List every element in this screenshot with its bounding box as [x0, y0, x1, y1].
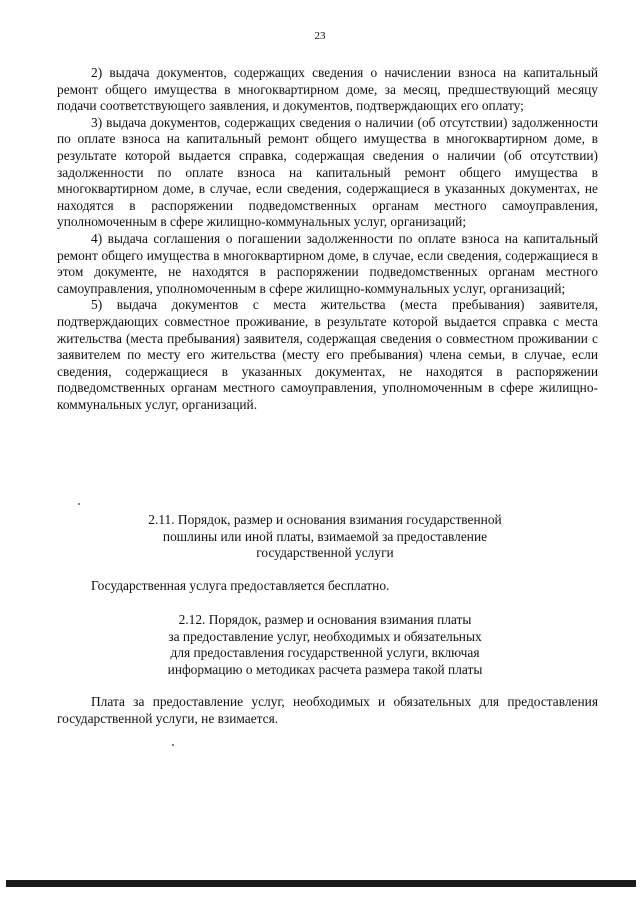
heading-line: государственной услуги — [256, 545, 394, 561]
heading-line: пошлины или иной платы, взимаемой за предоставление — [162, 528, 488, 544]
list-item-3: 3) выдача документов, содержащих сведения о наличии (об отсутствии) задолженности по оплате взноса на капитальный ремонт общего имущества в многоквартирном доме, в результате которой выдается справка, содержащая сведения о наличии (об отсутствии) задолженности по оплате взноса на капитальный ремонт общего имущества в многоквартирном доме, в случае, если сведения, содержащиеся в указанных документах, не находятся в распоряжении подведомственных органам местного самоуправления, уполномоченным в сфере жилищно-коммунальных услуг, организаций; — [57, 114, 598, 230]
section-2-12-heading — [110, 612, 540, 678]
page-number: 23 — [314, 30, 326, 42]
section-2-11-body — [57, 578, 598, 595]
heading-line: 2.11. Порядок, размер и основания взимания государственной — [148, 512, 502, 527]
section-2-11-heading — [110, 512, 540, 562]
free-service-text: Государственная услуга предоставляется бесплатно. — [91, 578, 390, 593]
scan-edge-bar — [6, 880, 636, 887]
heading-line: для предоставления государственной услуги, включая — [170, 645, 480, 661]
scan-speck — [172, 744, 174, 746]
list-item-2: 2) выдача документов, содержащих сведения о начислении взноса на капитальный ремонт общего имущества в многоквартирном доме, за месяц, предшествующий месяцу подачи соответствующего заявления, и документов, подтверждающих его оплату; — [57, 65, 598, 114]
heading-line: информацию о методиках расчета размера такой платы — [167, 661, 483, 677]
heading-line: 2.12. Порядок, размер и основания взимания платы — [178, 612, 472, 627]
scan-speck — [78, 503, 80, 505]
section-2-12-body — [57, 694, 598, 727]
fee-not-charged-text: Плата за предоставление услуг, необходимых и обязательных для предоставления государственной услуги, не взимается. — [57, 694, 598, 726]
list-item-5: 5) выдача документов с места жительства (места пребывания) заявителя, подтверждающих совместное проживание, в результате которой выдается справка с места жительства (места пребывания) заявителя, содержащая сведения о совместном проживании с заявителем по месту его жительства (месту его пребывания) члена семьи, в случае, если сведения, содержащиеся в указанных документах, не находятся в распоряжении подведомственных органам местного самоуправления, уполномоченным в сфере жилищно-коммунальных услуг, организаций. — [57, 297, 598, 412]
heading-line: за предоставление услуг, необходимых и обязательных — [168, 628, 482, 644]
list-item-4: 4) выдача соглашения о погашении задолженности по оплате взноса на капитальный ремонт общего имущества в многоквартирном доме, в случае, если сведения, содержащиеся в этом документе, не находятся в распоряжении подведомственных органам местного самоуправления, уполномоченным в сфере жилищно-коммунальных услуг, организаций; — [57, 230, 598, 296]
service-items-list — [57, 65, 598, 413]
